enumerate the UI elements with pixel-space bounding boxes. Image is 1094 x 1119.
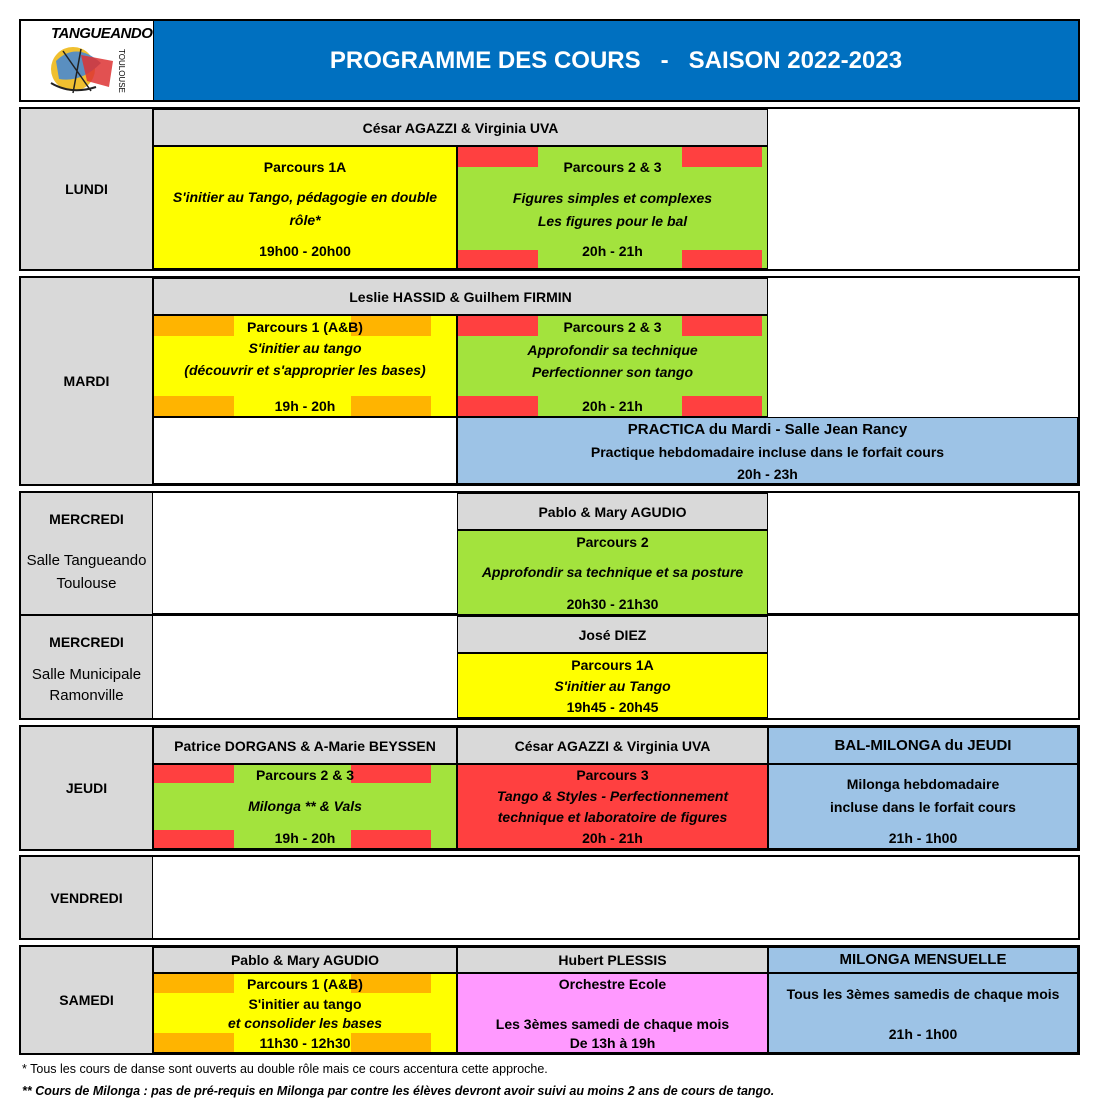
logo-subtext: TOULOUSE	[117, 49, 126, 93]
mercredi-1-course: Parcours 2 Approfondir sa technique et sa posture 20h30 - 21h30	[457, 530, 768, 615]
samedi-teachers-1: Pablo & Mary AGUDIO	[153, 947, 457, 973]
vendredi-block	[19, 855, 1080, 940]
lundi-course-1: Parcours 1A S'initier au Tango, pédagogie en double rôle* 19h00 - 20h00	[153, 146, 457, 269]
samedi-day: SAMEDI	[21, 947, 153, 1053]
mercredi-1-teachers: Pablo & Mary AGUDIO	[457, 493, 768, 530]
mardi-course-1: Parcours 1 (A&B) S'initier au tango (découvrir et s'approprier les bases) 19h - 20h	[153, 315, 457, 417]
samedi-milonga: Tous les 3èmes samedis de chaque mois 21h - 1h00	[768, 973, 1078, 1053]
jeudi-course-2: Parcours 3 Tango & Styles - Perfectionnement technique et laboratoire de figures 20h - 21h	[457, 764, 768, 849]
footnote-1: * Tous les cours de danse sont ouverts au double rôle mais ce cours accentura cette approche.	[22, 1062, 548, 1076]
mardi-day: MARDI	[21, 278, 153, 484]
jeudi-teachers-1: Patrice DORGANS & A-Marie BEYSSEN	[153, 727, 457, 764]
jeudi-teachers-2: César AGAZZI & Virginia UVA	[457, 727, 768, 764]
lundi-course-2: Parcours 2 & 3 Figures simples et complexes Les figures pour le bal 20h - 21h	[457, 146, 768, 269]
mardi-practica: PRACTICA du Mardi - Salle Jean Rancy Practique hebdomadaire incluse dans le forfait cours 20h - 23h	[457, 417, 1078, 484]
lundi-teachers: César AGAZZI & Virginia UVA	[153, 109, 768, 146]
mercredi-2-course: Parcours 1A S'initier au Tango 19h45 - 20h45	[457, 653, 768, 718]
footnote-2: ** Cours de Milonga : pas de pré-requis en Milonga par contre les élèves devront avoir suivi au moins 2 ans de cours de tango.	[22, 1084, 775, 1098]
mardi-empty	[153, 417, 457, 484]
page-title: PROGRAMME DES COURS - SAISON 2022-2023	[329, 46, 903, 74]
mardi-course-2: Parcours 2 & 3 Approfondir sa technique Perfectionner son tango 20h - 21h	[457, 315, 768, 417]
logo	[21, 21, 152, 100]
samedi-course-1: Parcours 1 (A&B) S'initier au tango et consolider les bases 11h30 - 12h30	[153, 973, 457, 1053]
jeudi-milonga: Milonga hebdomadaire incluse dans le forfait cours 21h - 1h00	[768, 764, 1078, 849]
header-title-bar	[153, 21, 1078, 100]
mercredi-2-day: MERCREDI Salle Municipale Ramonville	[21, 616, 153, 718]
jeudi-course-1: Parcours 2 & 3 Milonga ** & Vals 19h - 20h	[153, 764, 457, 849]
samedi-milonga-title: MILONGA MENSUELLE	[768, 947, 1078, 973]
samedi-teachers-2: Hubert PLESSIS	[457, 947, 768, 973]
mardi-teachers: Leslie HASSID & Guilhem FIRMIN	[153, 278, 768, 315]
mercredi-2-teachers: José DIEZ	[457, 616, 768, 653]
jeudi-bal-title: BAL-MILONGA du JEUDI	[768, 727, 1078, 764]
jeudi-day: JEUDI	[21, 727, 153, 849]
vendredi-day: VENDREDI	[21, 857, 153, 938]
samedi-course-2: Orchestre Ecole Les 3èmes samedi de chaque mois De 13h à 19h	[457, 973, 768, 1053]
lundi-day: LUNDI	[21, 109, 153, 269]
mercredi-1-day: MERCREDI Salle Tangueando Toulouse	[21, 493, 153, 615]
logo-text: TANGUEANDO	[51, 25, 153, 42]
